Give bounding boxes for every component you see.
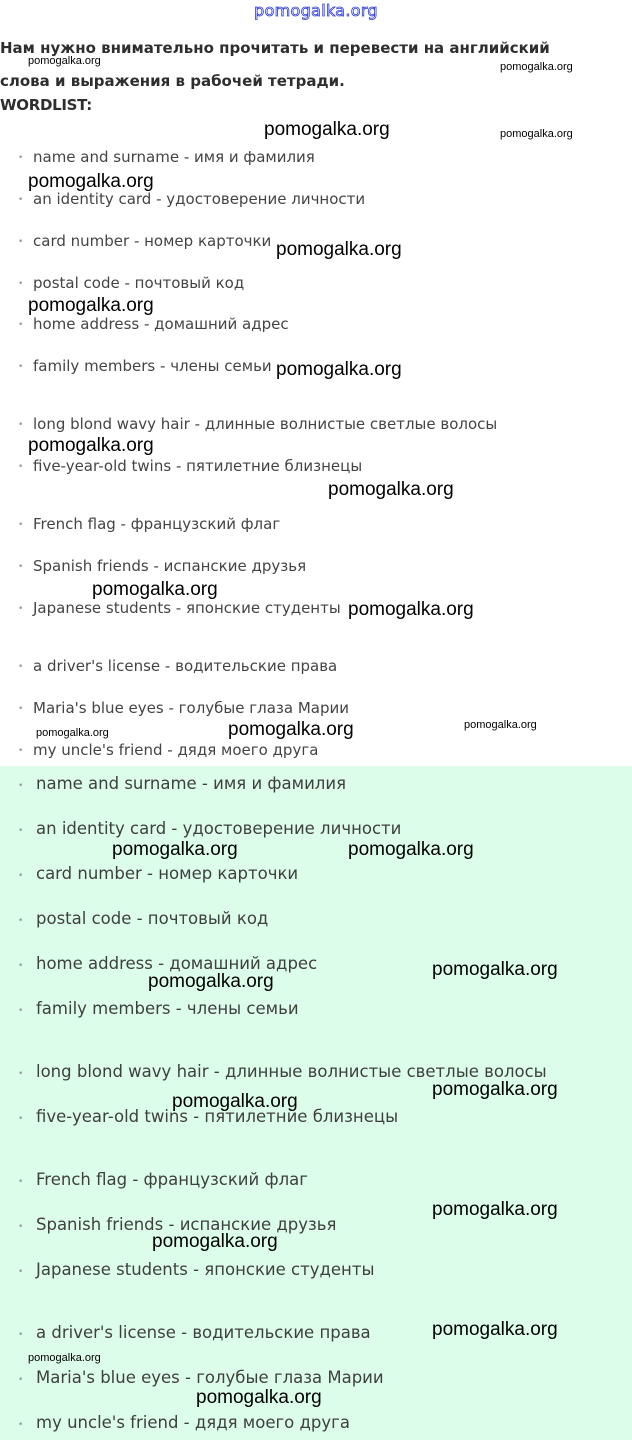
watermark-text: pomogalka.org (28, 295, 154, 316)
wordlist-item (18, 456, 363, 476)
wordlist-item (18, 356, 272, 376)
watermark-text: pomogalka.org (196, 1387, 322, 1408)
watermark-text: pomogalka.org (432, 1079, 558, 1100)
wordlist-item-text: Maria's blue eyes - голубые глаза Марии (33, 699, 350, 717)
wordlist-item-text: home address - домашний адрес (33, 315, 289, 333)
wordlist-item (18, 231, 272, 251)
answer-item-text: Maria's blue eyes - голубые глаза Марии (36, 1368, 384, 1387)
watermark-text: pomogalka.org (28, 435, 154, 456)
watermark-text: pomogalka.org (112, 839, 238, 860)
watermark-text: pomogalka.org (228, 719, 354, 740)
answer-item-text: an identity card - удостоверение личности (36, 819, 402, 838)
wordlist-item (18, 314, 289, 334)
bullet-icon: • (18, 520, 24, 530)
watermark-text: pomogalka.org (432, 1319, 558, 1340)
watermark-text: pomogalka.org (276, 359, 402, 380)
answer-item (18, 1412, 350, 1434)
wordlist-item (18, 598, 341, 618)
watermark-text: pomogalka.org (348, 599, 474, 620)
wordlist-item-text: card number - номер карточки (33, 232, 272, 250)
answer-item-text: five-year-old twins - пятилетние близнецы (36, 1107, 399, 1126)
answer-item-text: long blond wavy hair - длинные волнистые светлые волосы (36, 1062, 547, 1081)
bullet-icon: • (18, 1006, 24, 1016)
bullet-icon: • (18, 781, 24, 791)
bullet-icon: • (18, 1375, 24, 1385)
watermark-text: pomogalka.org (28, 55, 101, 67)
wordlist-item (18, 656, 338, 676)
answer-item-text: my uncle's friend - дядя моего друга (36, 1413, 350, 1432)
watermark-text: pomogalka.org (36, 727, 109, 739)
bullet-icon: • (18, 604, 24, 614)
watermark-text: pomogalka.org (172, 1091, 298, 1112)
answer-item (18, 1169, 308, 1191)
wordlist-title: WORDLIST: (0, 96, 92, 114)
answer-item-text: Japanese students - японские студенты (36, 1260, 375, 1279)
watermark-text: pomogalka.org (348, 839, 474, 860)
answer-item (18, 1322, 371, 1344)
answer-item (18, 998, 299, 1020)
wordlist-item (18, 147, 315, 167)
answer-item-text: Spanish friends - испанские друзья (36, 1215, 337, 1234)
bullet-icon: • (18, 1069, 24, 1079)
bullet-icon: • (18, 1222, 24, 1232)
bullet-icon: • (18, 1330, 24, 1340)
wordlist-item (18, 698, 350, 718)
bullet-icon: • (18, 826, 24, 836)
bullet-icon: • (18, 153, 24, 163)
wordlist-item-text: name and surname - имя и фамилия (33, 148, 315, 166)
answer-item-text: family members - члены семьи (36, 999, 299, 1018)
bullet-icon: • (18, 916, 24, 926)
watermark-text: pomogalka.org (92, 579, 218, 600)
answer-item-text: French flag - французский флаг (36, 1170, 308, 1189)
wordlist-item (18, 414, 498, 434)
bullet-icon: • (18, 961, 24, 971)
answer-item-text: postal code - почтовый код (36, 909, 269, 928)
bullet-icon: • (18, 562, 24, 572)
bullet-icon: • (18, 1177, 24, 1187)
bullet-icon: • (18, 362, 24, 372)
wordlist-item-text: a driver's license - водительские права (33, 657, 338, 675)
bullet-icon: • (18, 1114, 24, 1124)
intro-text: Нам нужно внимательно прочитать и перевести на английский слова и выражения в рабочей тетради. (0, 39, 550, 90)
wordlist-item-text: postal code - почтовый код (33, 274, 245, 292)
bullet-icon: • (18, 320, 24, 330)
wordlist-item (18, 273, 245, 293)
wordlist-item-text: Japanese students - японские студенты (33, 599, 341, 617)
wordlist-item (18, 514, 281, 534)
bullet-icon: • (18, 462, 24, 472)
watermark-text: pomogalka.org (500, 128, 573, 140)
answer-item-text: a driver's license - водительские права (36, 1323, 371, 1342)
answer-item-text: name and surname - имя и фамилия (36, 774, 347, 793)
answer-item (18, 818, 402, 840)
watermark-text: pomogalka.org (28, 1352, 101, 1364)
wordlist-item-text: five-year-old twins - пятилетние близнецы (33, 457, 363, 475)
site-header-logo[interactable]: pomogalka.org (254, 1, 378, 20)
wordlist-item-text: my uncle's friend - дядя моего друга (33, 741, 319, 759)
bullet-icon: • (18, 279, 24, 289)
watermark-text: pomogalka.org (464, 719, 537, 731)
answer-item (18, 908, 269, 930)
bullet-icon: • (18, 195, 24, 205)
wordlist-item-text: French flag - французский флаг (33, 515, 281, 533)
watermark-text: pomogalka.org (152, 1231, 278, 1252)
watermark-text: pomogalka.org (28, 171, 154, 192)
watermark-text: pomogalka.org (276, 239, 402, 260)
bullet-icon: • (18, 420, 24, 430)
bullet-icon: • (18, 237, 24, 247)
watermark-text: pomogalka.org (264, 119, 390, 140)
wordlist-item (18, 556, 307, 576)
wordlist-item (18, 740, 319, 760)
bullet-icon: • (18, 662, 24, 672)
watermark-text: pomogalka.org (432, 1199, 558, 1220)
answer-item (18, 773, 347, 795)
wordlist-item-text: family members - члены семьи (33, 357, 272, 375)
answer-item-text: card number - номер карточки (36, 864, 299, 883)
watermark-text: pomogalka.org (148, 971, 274, 992)
wordlist-item-text: long blond wavy hair - длинные волнистые светлые волосы (33, 415, 498, 433)
watermark-text: pomogalka.org (500, 61, 573, 73)
bullet-icon: • (18, 704, 24, 714)
bullet-icon: • (18, 746, 24, 756)
wordlist-item-text: an identity card - удостоверение личности (33, 190, 366, 208)
bullet-icon: • (18, 1267, 24, 1277)
answer-item (18, 1259, 375, 1281)
watermark-text: pomogalka.org (328, 479, 454, 500)
answer-item (18, 1367, 384, 1389)
bullet-icon: • (18, 1420, 24, 1430)
wordlist-item-text: Spanish friends - испанские друзья (33, 557, 307, 575)
answer-item (18, 863, 299, 885)
watermark-text: pomogalka.org (432, 959, 558, 980)
answer-item-text: home address - домашний адрес (36, 954, 318, 973)
bullet-icon: • (18, 871, 24, 881)
